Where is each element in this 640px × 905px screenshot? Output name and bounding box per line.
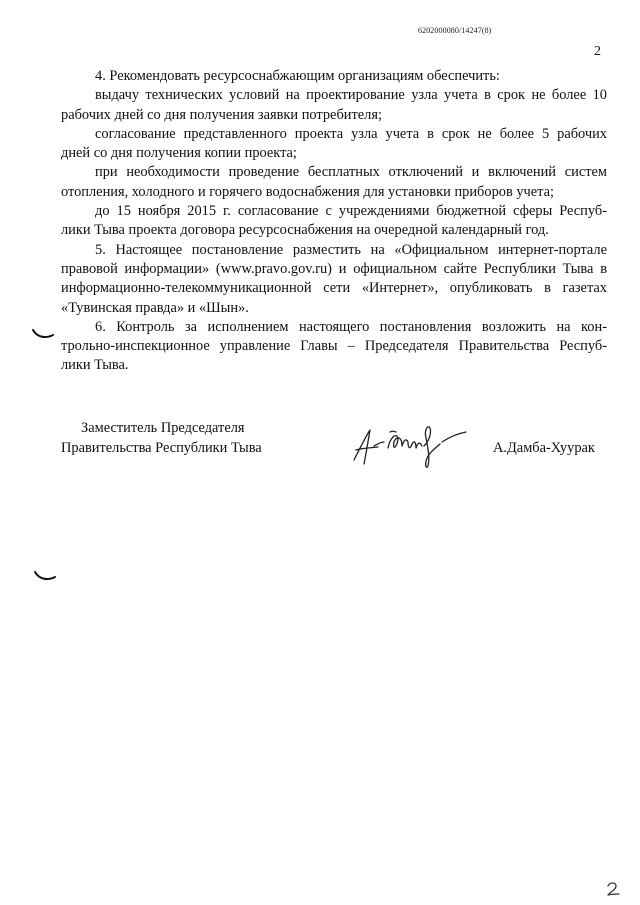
paragraph-line: дней со дня получения копии проекта; [61,145,297,162]
paragraph-line: «Тувинская правда» и «Шын». [61,299,249,316]
paragraph-line: отопления, холодного и горячего водоснабжения для установки приборов учета; [61,183,555,200]
page-number: 2 [594,44,601,59]
paragraph-line: правовой информации» (www.pravo.gov.ru) и официальном сайте Республики Тыва в [61,260,607,277]
margin-tick-mark-icon [31,327,55,341]
paragraph-line: при необходимости проведение бесплатных отключений и включений систем [95,164,607,181]
paragraph-line: согласование представленного проекта узла учета в срок не более 5 рабочих [95,125,607,142]
signatory-title-line: Правительства Республики Тыва [61,439,262,456]
paragraph-item-5: 5. Настоящее постановление разместить на «Официальном интернет-портале [95,241,607,258]
signatory-name: А.Дамба-Хуурак [493,440,595,456]
paragraph-line: выдачу технических условий на проектирование узла учета в срок не более 10 [95,87,607,104]
paragraph-item-6: 6. Контроль за исполнением настоящего постановления возложить на кон- [95,318,607,335]
paragraph-line: информационно-телекоммуникационной сети «Интернет», опубликовать в газетах [61,280,607,297]
handwritten-signature-icon [348,420,474,472]
document-registration-number: 6202000080/14247(8) [418,26,492,35]
paragraph-line: рабочих дней со дня получения заявки потребителя; [61,106,382,123]
paragraph-line: лики Тыва. [61,357,129,374]
handwritten-page-number-icon [604,880,622,898]
signatory-title [61,419,321,458]
paragraph-line: трольно-инспекционное управление Главы – Председателя Правительства Респуб- [61,338,607,355]
paragraph-line: до 15 ноября 2015 г. согласование с учреждениями бюджетной сферы Респуб- [95,203,607,220]
document-body [61,67,607,376]
margin-tick-mark-icon [33,569,57,583]
paragraph-item-4: 4. Рекомендовать ресурсоснабжающим организациям обеспечить: [95,68,500,84]
paragraph-line: лики Тыва проекта договора ресурсоснабжения на очередной календарный год. [61,222,549,239]
signatory-title-line: Заместитель Председателя [81,420,245,436]
